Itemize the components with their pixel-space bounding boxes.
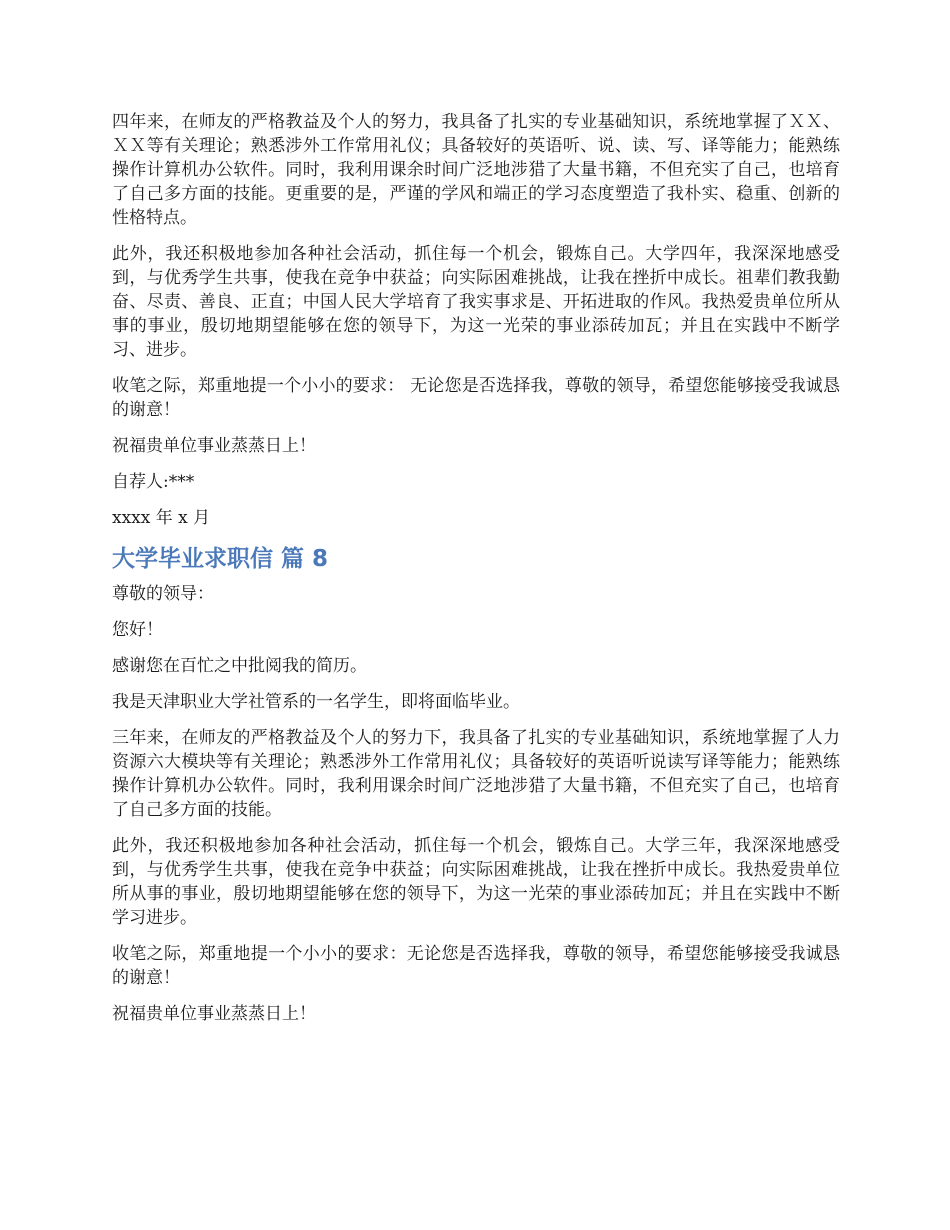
body-paragraph-closing-2: 收笔之际，郑重地提一个小小的要求：无论您是否选择我，尊敬的领导，希望您能够接受我诚恳的谢意！ xyxy=(112,944,840,988)
greeting: 您好！ xyxy=(112,620,163,640)
section-heading: 大学毕业求职信 篇 8 xyxy=(112,546,329,572)
body-paragraph-closing: 收笔之际，郑重地提一个小小的要求： 无论您是否选择我，尊敬的领导，希望您能够接受我诚恳的谢意！ xyxy=(112,376,840,420)
date-line: xxxx 年 x 月 xyxy=(112,508,211,528)
salutation: 尊敬的领导： xyxy=(112,584,214,604)
body-paragraph-study: 四年来，在师友的严格教益及个人的努力，我具备了扎实的专业基础知识，系统地掌握了ＸＸ、ＸＸ等有关理论；熟悉涉外工作常用礼仪；具备较好的英语听、说、读、写、译等能力；能熟练操作计算机办公软件。同时，我利用课余时间广泛地涉猎了大量书籍，不但充实了自己，也培育了自己多方面的技能。更重要的是，严谨的学风和端正的学习态度塑造了我朴实、稳重、创新的性格特点。 xyxy=(112,112,840,228)
document-page xyxy=(112,110,840,1038)
body-paragraph-study-2: 三年来，在师友的严格教益及个人的努力下，我具备了扎实的专业基础知识，系统地掌握了人力资源六大模块等有关理论；熟悉涉外工作常用礼仪；具备较好的英语听说读写译等能力；能熟练操作计算机办公软件。同时，我利用课余时间广泛地涉猎了大量书籍，不但充实了自己，也培育了自己多方面的技能。 xyxy=(112,728,840,820)
body-paragraph-activities: 此外，我还积极地参加各种社会活动，抓住每一个机会，锻炼自己。大学四年，我深深地感受到，与优秀学生共事，使我在竞争中获益；向实际困难挑战，让我在挫折中成长。祖辈们教我勤奋、尽责、善良、正直；中国人民大学培育了我实事求是、开拓进取的作风。我热爱贵单位所从事的事业，殷切地期望能够在您的领导下，为这一光荣的事业添砖加瓦；并且在实践中不断学习、进步。 xyxy=(112,244,840,360)
intro-line: 我是天津职业大学社管系的一名学生，即将面临毕业。 xyxy=(112,692,520,712)
closing-wish-2: 祝福贵单位事业蒸蒸日上！ xyxy=(112,1004,316,1024)
closing-wish: 祝福贵单位事业蒸蒸日上！ xyxy=(112,436,316,456)
body-paragraph-activities-2: 此外，我还积极地参加各种社会活动，抓住每一个机会，锻炼自己。大学三年，我深深地感受到，与优秀学生共事，使我在竞争中获益；向实际困难挑战，让我在挫折中成长。我热爱贵单位所从事的事业，殷切地期望能够在您的领导下，为这一光荣的事业添砖加瓦；并且在实践中不断学习进步。 xyxy=(112,836,840,928)
signer-line: 自荐人:*** xyxy=(112,472,195,492)
thanks-line: 感谢您在百忙之中批阅我的简历。 xyxy=(112,656,367,676)
